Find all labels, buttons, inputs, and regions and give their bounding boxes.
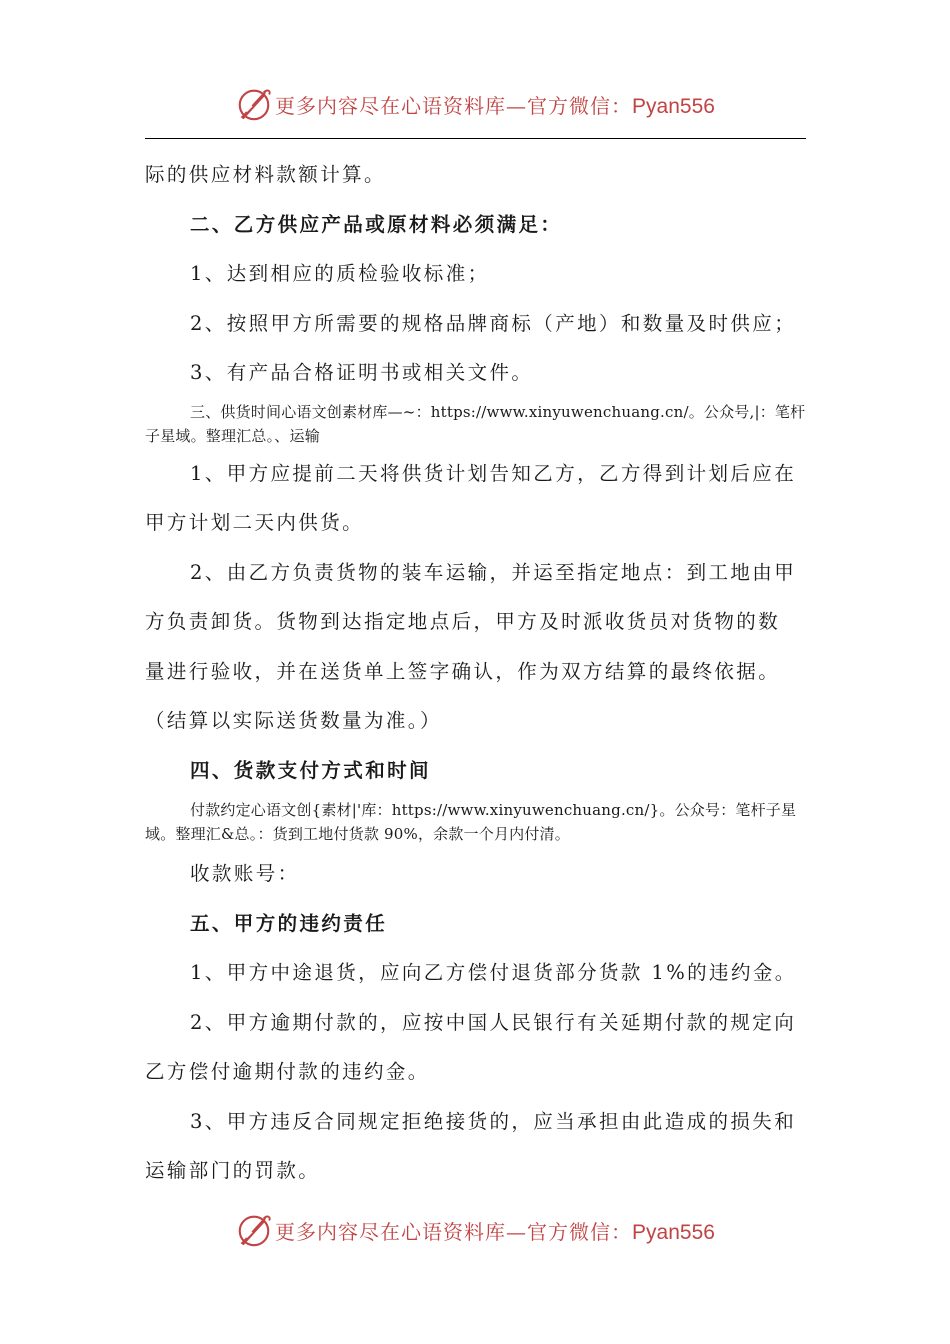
header-rule bbox=[145, 138, 806, 139]
paragraph: 1、达到相应的质检验收标准； bbox=[190, 262, 490, 285]
paragraph: 运输部门的罚款。 bbox=[145, 1159, 321, 1182]
paragraph: 2、甲方逾期付款的，应按中国人民银行有关延期付款的规定向 bbox=[190, 1010, 797, 1034]
paragraph: 1、甲方应提前二天将供货计划告知乙方，乙方得到计划后应在 bbox=[190, 461, 797, 485]
paragraph: 3、甲方违反合同规定拒绝接货的，应当承担由此造成的损失和 bbox=[190, 1109, 797, 1133]
paragraph: 2、由乙方负责货物的装车运输，并运至指定地点：到工地由甲 bbox=[190, 560, 797, 584]
banner-main: 更多内容尽在心语资料库—官方微信： bbox=[275, 93, 633, 118]
banner-text bbox=[275, 1216, 715, 1245]
section-heading: 二、乙方供应产品或原材料必须满足： bbox=[190, 212, 563, 236]
paragraph-small: 付款约定心语文创{素材|'库：https://www.xinyuwenchuang.cn/}。公众号：笔杆子星域。整理汇&总。：货到工地付货款 90%，余款一个月内付清。 bbox=[145, 801, 797, 843]
document-body bbox=[145, 150, 806, 1196]
pen-logo-icon bbox=[235, 1211, 273, 1249]
paragraph: 2、按照甲方所需要的规格品牌商标（产地）和数量及时供应； bbox=[190, 311, 797, 335]
paragraph: 乙方偿付逾期付款的违约金。 bbox=[145, 1060, 430, 1083]
banner-wechat-id: Pyan556 bbox=[632, 94, 715, 118]
pen-logo-icon bbox=[235, 85, 273, 123]
paragraph: 量进行验收，并在送货单上签字确认，作为双方结算的最终依据。 bbox=[145, 659, 781, 683]
paragraph: 方负责卸货。货物到达指定地点后，甲方及时派收货员对货物的数 bbox=[145, 610, 781, 633]
header-banner bbox=[0, 84, 950, 124]
banner-text bbox=[275, 90, 715, 119]
footer-banner bbox=[0, 1210, 950, 1250]
paragraph: 甲方计划二天内供货。 bbox=[145, 511, 365, 534]
banner-main: 更多内容尽在心语资料库—官方微信： bbox=[275, 1219, 633, 1244]
paragraph: 3、有产品合格证明书或相关文件。 bbox=[190, 361, 534, 384]
paragraph: 收款账号： bbox=[190, 862, 300, 885]
banner-wechat-id: Pyan556 bbox=[632, 1220, 715, 1244]
section-heading: 五、甲方的违约责任 bbox=[190, 911, 388, 935]
paragraph: （结算以实际送货数量为准。） bbox=[145, 709, 442, 732]
paragraph: 际的供应材料款额计算。 bbox=[145, 163, 386, 186]
section-heading-small: 三、供货时间心语文创素材库—~：https://www.xinyuwenchuang.cn/。公众号,|：笔杆子星域。整理汇总。、运输 bbox=[145, 402, 806, 445]
section-heading: 四、货款支付方式和时间 bbox=[190, 758, 431, 782]
paragraph: 1、甲方中途退货，应向乙方偿付退货部分货款 1%的违约金。 bbox=[190, 961, 797, 984]
